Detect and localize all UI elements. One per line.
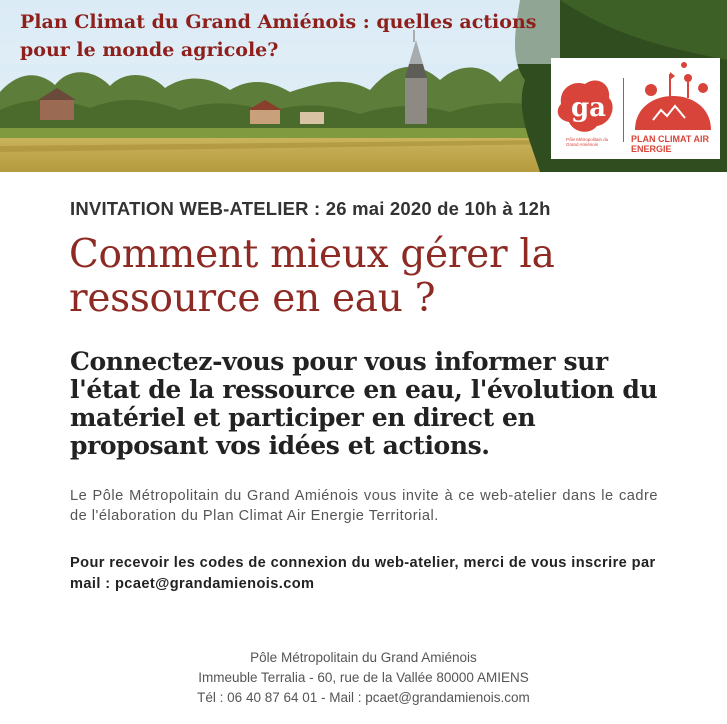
- logo-left-caption: Pôle Métropolitain du Grand Amiénois: [566, 137, 609, 147]
- footer-address: [0, 648, 727, 708]
- invitation-date-line: INVITATION WEB-ATELIER : 26 mai 2020 de 10h à 12h: [70, 198, 551, 219]
- headline: Comment mieux gérer la ressource en eau ?: [69, 232, 555, 321]
- logo-right-caption: PLAN CLIMAT AIR ENERGIE: [631, 134, 709, 154]
- lead-paragraph: Connectez-vous pour vous informer sur l'état de la ressource en eau, l'évolution du matériel et participer en direct en proposant vos idées et actions.: [70, 347, 658, 460]
- cta-text: Pour recevoir les codes de connexion du web-atelier, merci de vous inscrire par mail :: [70, 555, 656, 592]
- footer-street-address: Immeuble Terralia - 60, rue de la Vallée 80000 AMIENS: [198, 670, 529, 685]
- banner-title: Plan Climat du Grand Amiénois : quelles actions pour le monde agricole?: [20, 11, 537, 61]
- registration-email-link[interactable]: pcaet@grandamienois.com: [114, 576, 315, 592]
- registration-call-to-action: [70, 553, 660, 595]
- logo-panel: [551, 58, 720, 159]
- svg-text:ga: ga: [571, 93, 607, 123]
- header-banner: [0, 0, 727, 172]
- footer-contact: Tél : 06 40 87 64 01 - Mail : pcaet@grandamienois.com: [197, 690, 530, 705]
- footer-organisation: Pôle Métropolitain du Grand Amiénois: [250, 650, 477, 665]
- description-paragraph: Le Pôle Métropolitain du Grand Amiénois vous invite à ce web-atelier dans le cadre de l'élaboration du Plan Climat Air Energie Territorial.: [70, 488, 658, 524]
